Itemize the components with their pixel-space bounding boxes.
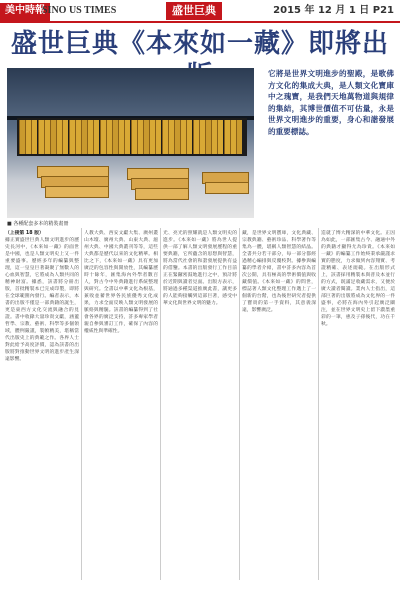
book-spine	[193, 120, 199, 154]
book-spine	[112, 120, 118, 154]
book-spine	[180, 120, 186, 154]
article-column-1	[5, 230, 79, 585]
book-spine	[19, 120, 25, 154]
article-column-4	[242, 230, 316, 585]
column-text: 光、亮光的照耀就是人類文明史的進步。《本來如一藏》將為世人提供一部了解人類文明發展歷程的重要典籍，它所蘊含的思想與智慧，將為當代社會的和諧發展提供有益的借鑒。本書的出版發行工作目前正在緊鑼密鼓地進行之中，預計將於近期與讀者見面。出版方表示，將通過多種渠道推廣此書，讓更多的人能夠接觸到這部巨著，感受中華文化與世界文明的魅力。	[163, 231, 237, 306]
book-spine	[168, 120, 174, 154]
book-spine	[143, 120, 149, 154]
column-text: 藏，是世界文明寶庫，文化典藏、宗教典籍、藝術珍品、科學著作等集為一體，堪稱人類智慧的結晶。全書共分若干部分，每一部分都經過精心編排與反覆校對。據參與編纂的學者介紹，書中許多內容為首次公開，具有極高的學術價值與收藏價值。《本來如一藏》的問世，標誌著人類文化整理工作邁上了一個新的台階，也為後世研究者提供了寶貴的第一手資料，其意義深遠，影響廣泛。	[242, 231, 316, 313]
book-spine	[81, 120, 87, 154]
book-spine	[131, 120, 137, 154]
book-spine	[75, 120, 81, 154]
book-spine	[31, 120, 37, 154]
book-spine	[186, 120, 192, 154]
book-spine	[56, 120, 62, 154]
masthead	[0, 0, 400, 22]
book-spine	[162, 120, 168, 154]
book-spine	[211, 120, 217, 154]
header-rule	[0, 21, 400, 23]
book-spine	[106, 120, 112, 154]
book-spine	[62, 120, 68, 154]
book-spine	[199, 120, 205, 154]
pull-quote: 它將是世界文明進步的聖殿，是歌佛方文化的集成大典，是人類文化寶庫中之瑰寶，是我們天地萬物道與規律的集結，其博世價值不可估量，永是世界文明進步的重要，身心和諧發展的重要標誌。	[268, 69, 394, 136]
article-column-2	[84, 230, 158, 585]
paper-name-en: SINO US TIMES	[42, 5, 117, 16]
book-spine	[124, 120, 130, 154]
column-text: 造就了博大精深的中華文化。正因為如此，一部匯集古今、融通中外的典籍才顯得尤為珍貴。《本來如一藏》的編纂工作始終秉承嚴謹求實的態度，力求做到內容翔實、考證精確、表述規範。在出版形式上，該書採用精裝本與普及本並行的方式，既滿足收藏需求，又便於廣大讀者閱讀。業內人士指出，這部巨著的出版將成為文化界的一件盛事，必將在海內外引起廣泛關注，並在世界文明史上留下濃墨重彩的一筆，惠及子孫後代，功在千秋。	[321, 231, 395, 327]
book-spine	[87, 120, 93, 154]
book-spine	[137, 120, 143, 154]
book-spine	[155, 120, 161, 154]
book-spine	[93, 120, 99, 154]
book-spine	[217, 120, 223, 154]
book-spine	[69, 120, 75, 154]
article-column-3	[163, 230, 237, 585]
column-subhead: （上接第 18 版）	[5, 231, 44, 236]
column-text: 人教大典、西安文獻大集、廣州叢山木壇、廣州大典、山東大典、滬州大典、中國大典叢刊等等，這些大典都是歷代以來的文化精華。相比之下，《本來如一藏》具有更加廣泛的包容性與開放性，其編纂歷時十餘年，匯集海內外學者數百人，對古今中外典籍進行系統整理與研究。全書以中華文化為根基，兼收並蓄世界各民族優秀文化成果，力求全面反映人類文明發展的脈絡與精髓。該書的編纂得到了社會各界的廣泛支持，許多專家學者親自參與審訂工作，確保了內容的權威性與準確性。	[84, 231, 158, 334]
books-photo	[7, 68, 254, 218]
book-spine	[149, 120, 155, 154]
section-label: 盛世巨典	[166, 2, 222, 20]
column-text: 據正實盛世巨典人類文明進步的歷史長河中，《本來如一藏》的面世是中國，也是人類文明史上又一件重要盛事。歷經多年的編纂與整理，這一皇皇巨著凝聚了無數人的心血與智慧，它將成為人類共同的精神財富。據悉，該書將分冊出版，首批精裝本已完成印製，即將在全球範圍內發行。編者表示，本書的出版不僅是一部典籍的誕生，更是東西方文化交流與融合的見證。書中收錄大量珍貴文獻，涵蓋哲學、宗教、藝術、科學等多個領域，體例嚴謹，裝幀精美，堪稱當代出版史上的典範之作。各界人士對此給予高度評價，認為該書的出版將對推動世界文明的進步產生深遠影響。	[5, 238, 79, 362]
book-spine	[38, 120, 44, 154]
photo-caption: ■ 各種配套多本的精裝畫冊	[7, 221, 69, 227]
book-spine	[236, 120, 242, 154]
book-spine	[100, 120, 106, 154]
date-page: 2015 年 12 月 1 日 P21	[273, 5, 394, 16]
book-spine	[44, 120, 50, 154]
book-spine	[230, 120, 236, 154]
book-spine	[50, 120, 56, 154]
book-spine	[205, 120, 211, 154]
page-headline: 盛世巨典《本來如一藏》即將出	[10, 29, 389, 59]
book-spine	[224, 120, 230, 154]
paper-name-cn: 美中時報	[0, 3, 50, 21]
article-column-5	[321, 230, 395, 585]
book-spine	[25, 120, 31, 154]
book-spine	[174, 120, 180, 154]
book-spine	[118, 120, 124, 154]
